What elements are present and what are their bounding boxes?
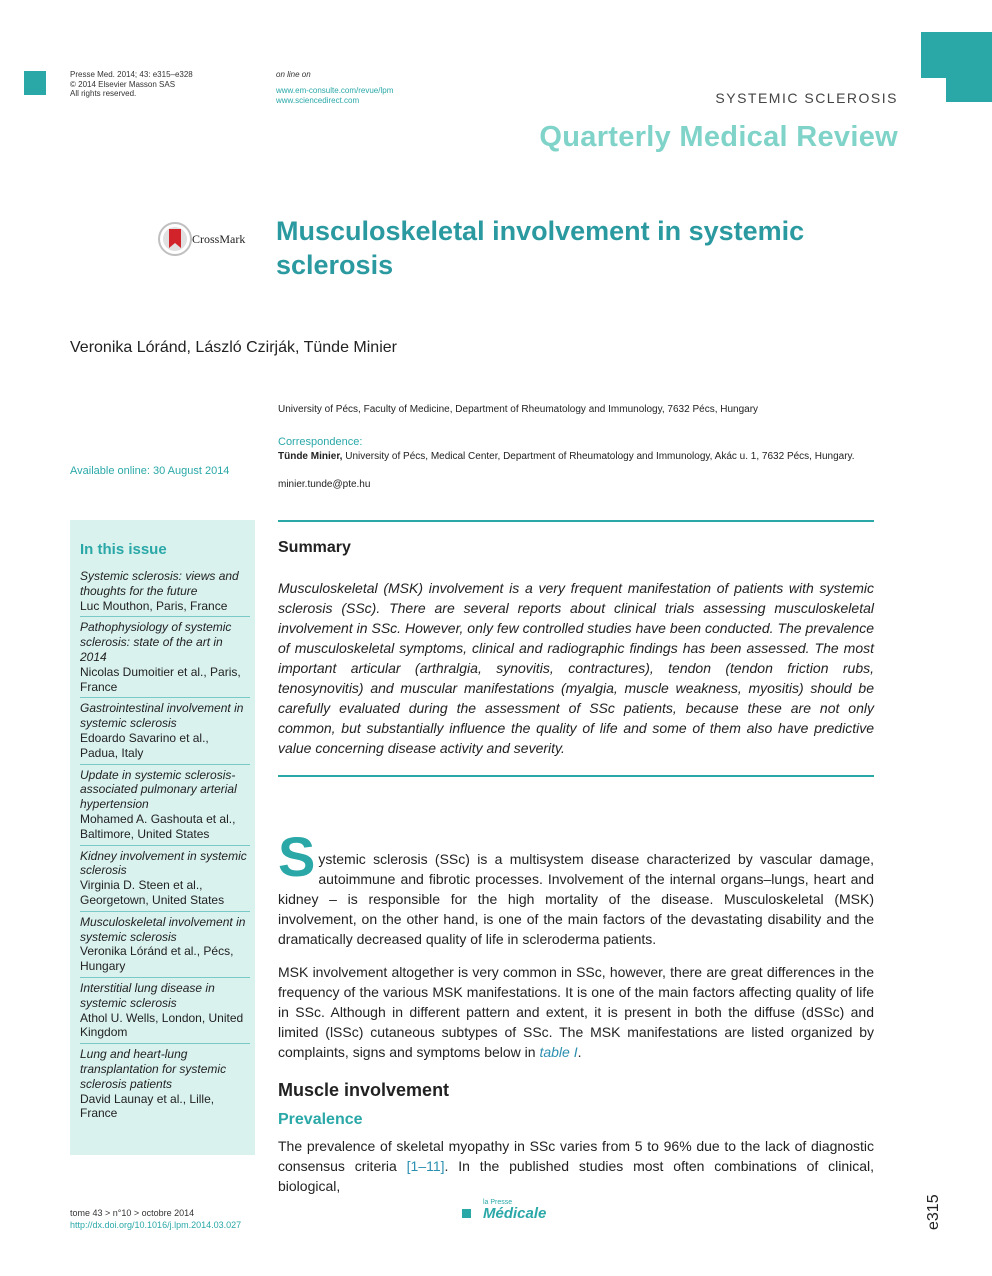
issue-info: tome 43 > n°10 > octobre 2014 (70, 1208, 195, 1218)
issue-authors: Mohamed A. Gashouta et al., Baltimore, United States (80, 811, 236, 841)
doi-link[interactable]: http://dx.doi.org/10.1016/j.lpm.2014.03.027 (70, 1220, 242, 1230)
issue-authors: Edoardo Savarino et al., Padua, Italy (80, 730, 209, 760)
page-number-text: e315 (925, 1194, 942, 1230)
issue-title: Systemic sclerosis: views and thoughts for the future (80, 569, 239, 598)
summary-bottom-rule (278, 775, 874, 777)
list-item[interactable] (80, 620, 250, 694)
issue-authors: Nicolas Dumoitier et al., Paris, France (80, 664, 241, 694)
body-paragraph-3-end: . In the published studies most often combinations of clinical, biological, (278, 1158, 875, 1194)
series-title: Quarterly Medical Review (539, 121, 898, 153)
summary-text: Musculoskeletal (MSK) involvement is a very frequent manifestation of patients with systemic sclerosis (SSc). There are several reports about clinical trials assessing musculoskeletal involvement in SSc. However, only few controlled studies have been conducted. The prevalence of musculoskeletal symptoms, clinical and radiographic findings has been assessed. The most important articular (arthralgia, synovitis, contractures), tendon (tendon friction rubs, tenosynovitis) and muscular manifestations (myalgia, muscle weakness, myositis) should be carefully evaluated during the assessment of SSc patients, because these are not only common, but substantially influence the quality of life and some of them also have predictive value concerning disease activity and severity. (278, 580, 874, 756)
correspondence-label: Correspondence: (278, 436, 363, 448)
correspondence-name: Tünde Minier, (278, 451, 343, 462)
sidebar-title: In this issue (80, 541, 167, 558)
reference-link[interactable]: [1–11] (406, 1158, 445, 1174)
issue-title: Kidney involvement in systemic sclerosis (80, 848, 247, 878)
body-intro (278, 825, 874, 949)
issue-title: Musculoskeletal involvement in systemic sclerosis (80, 914, 246, 944)
body-paragraph-2: MSK involvement altogether is very common in SSc, however, there are great differences in the frequency of the various MSK manifestations. It is one of the main factors affecting quality of life in SSc. Although in different pattern and extent, it is present in both the diffuse (dSSc) and limited (lSSc) cutaneous subtypes of SSc. The MSK manifestations are listed organized by complaints, signs and symptoms below in (278, 964, 874, 1060)
list-item[interactable] (80, 915, 250, 974)
issue-authors: Athol U. Wells, London, United Kingdom (80, 1010, 244, 1040)
online-link-sciencedirect[interactable]: www.sciencedirect.com (276, 95, 360, 105)
available-online: Available online: 30 August 2014 (70, 465, 230, 477)
body-paragraph-1: ystemic sclerosis (SSc) is a multisystem disease characterized by vascular damage, autoimmune and fibrotic processes. Involvement of the internal organs–lungs, heart and kidney – is responsible for the high mortality of the disease. Musculoskeletal (MSK) involvement, on the other hand, is one of the main factors of the devastating disability and the dramatically decreased quality of life in scleroderma patients. (278, 851, 874, 947)
citation-line: © 2014 Elsevier Masson SAS (70, 79, 176, 89)
online-link-emconsulte[interactable]: www.em-consulte.com/revue/lpm (276, 86, 394, 95)
correspondence-text: University of Pécs, Medical Center, Department of Rheumatology and Immunology, Akác u. 1, 7632 Pécs, Hungary. (345, 451, 855, 462)
body-paragraph-3-block (278, 1136, 874, 1196)
summary-top-rule (278, 520, 874, 522)
list-item[interactable] (80, 768, 250, 842)
citation-block (70, 70, 193, 99)
issue-divider (80, 1043, 250, 1044)
issue-title: Lung and heart-lung transplantation for systemic sclerosis patients (80, 1047, 227, 1091)
issue-title: Interstitial lung disease in systemic sclerosis (80, 980, 215, 1010)
page-number (915, 1190, 955, 1230)
logo-square-icon (462, 1209, 471, 1218)
list-item[interactable] (80, 701, 250, 760)
online-links (276, 86, 393, 105)
issue-divider (80, 977, 250, 978)
author-list: Veronika Lóránd, László Czirják, Tünde Minier (70, 339, 397, 356)
header-square-mark (24, 71, 46, 95)
issue-title: Update in systemic sclerosis-associated pulmonary arterial hypertension (80, 767, 237, 812)
summary-heading: Summary (278, 539, 351, 556)
affiliation: University of Pécs, Faculty of Medicine, Department of Rheumatology and Immunology, 7632 Pécs, Hungary (278, 404, 759, 415)
issue-authors: David Launay et al., Lille, France (80, 1091, 215, 1121)
citation-line: All rights reserved. (70, 89, 137, 98)
issue-title: Pathophysiology of systemic sclerosis: state of the art in 2014 (80, 620, 232, 664)
crossmark-icon (157, 221, 193, 257)
issue-title: Gastrointestinal involvement in systemic sclerosis (80, 701, 244, 731)
issue-divider (80, 764, 250, 765)
sidebar-list (80, 569, 250, 1121)
table-link[interactable]: table I (539, 1044, 578, 1060)
list-item[interactable] (80, 849, 250, 908)
list-item[interactable] (80, 569, 250, 613)
crossmark-label: CrossMark (192, 232, 246, 246)
logo-big-text: Médicale (483, 1205, 547, 1222)
issue-divider (80, 845, 250, 846)
list-item[interactable] (80, 981, 250, 1040)
citation-line: Presse Med. 2014; 43: e315–e328 (70, 70, 193, 79)
logo-small-text: la Presse (483, 1199, 513, 1206)
corner-block-notch (921, 78, 946, 102)
body-paragraph-3: The prevalence of skeletal myopathy in SSc varies from 5 to 96% due to the lack of diagnostic consensus criteria (278, 1138, 874, 1174)
issue-authors: Luc Mouthon, Paris, France (80, 598, 228, 613)
list-item[interactable] (80, 1047, 250, 1121)
article-title: Musculoskeletal involvement in systemic sclerosis (276, 216, 805, 280)
issue-divider (80, 616, 250, 617)
correspondence-address (278, 450, 872, 464)
issue-authors: Veronika Lóránd et al., Pécs, Hungary (80, 944, 234, 974)
muscle-heading: Muscle involvement (278, 1080, 450, 1100)
body-paragraph-2-block (278, 962, 874, 1062)
issue-divider (80, 697, 250, 698)
issue-divider (80, 911, 250, 912)
issue-authors: Virginia D. Steen et al., Georgetown, United States (80, 878, 225, 907)
prevalence-heading: Prevalence (278, 1111, 363, 1128)
section-label: SYSTEMIC SCLEROSIS (715, 90, 898, 106)
footer-meta (70, 1207, 241, 1231)
online-label: on line on (276, 70, 311, 79)
drop-cap: S (278, 825, 316, 888)
correspondence-email[interactable]: minier.tunde@pte.hu (278, 479, 371, 490)
body-paragraph-2-end: . (577, 1044, 582, 1060)
